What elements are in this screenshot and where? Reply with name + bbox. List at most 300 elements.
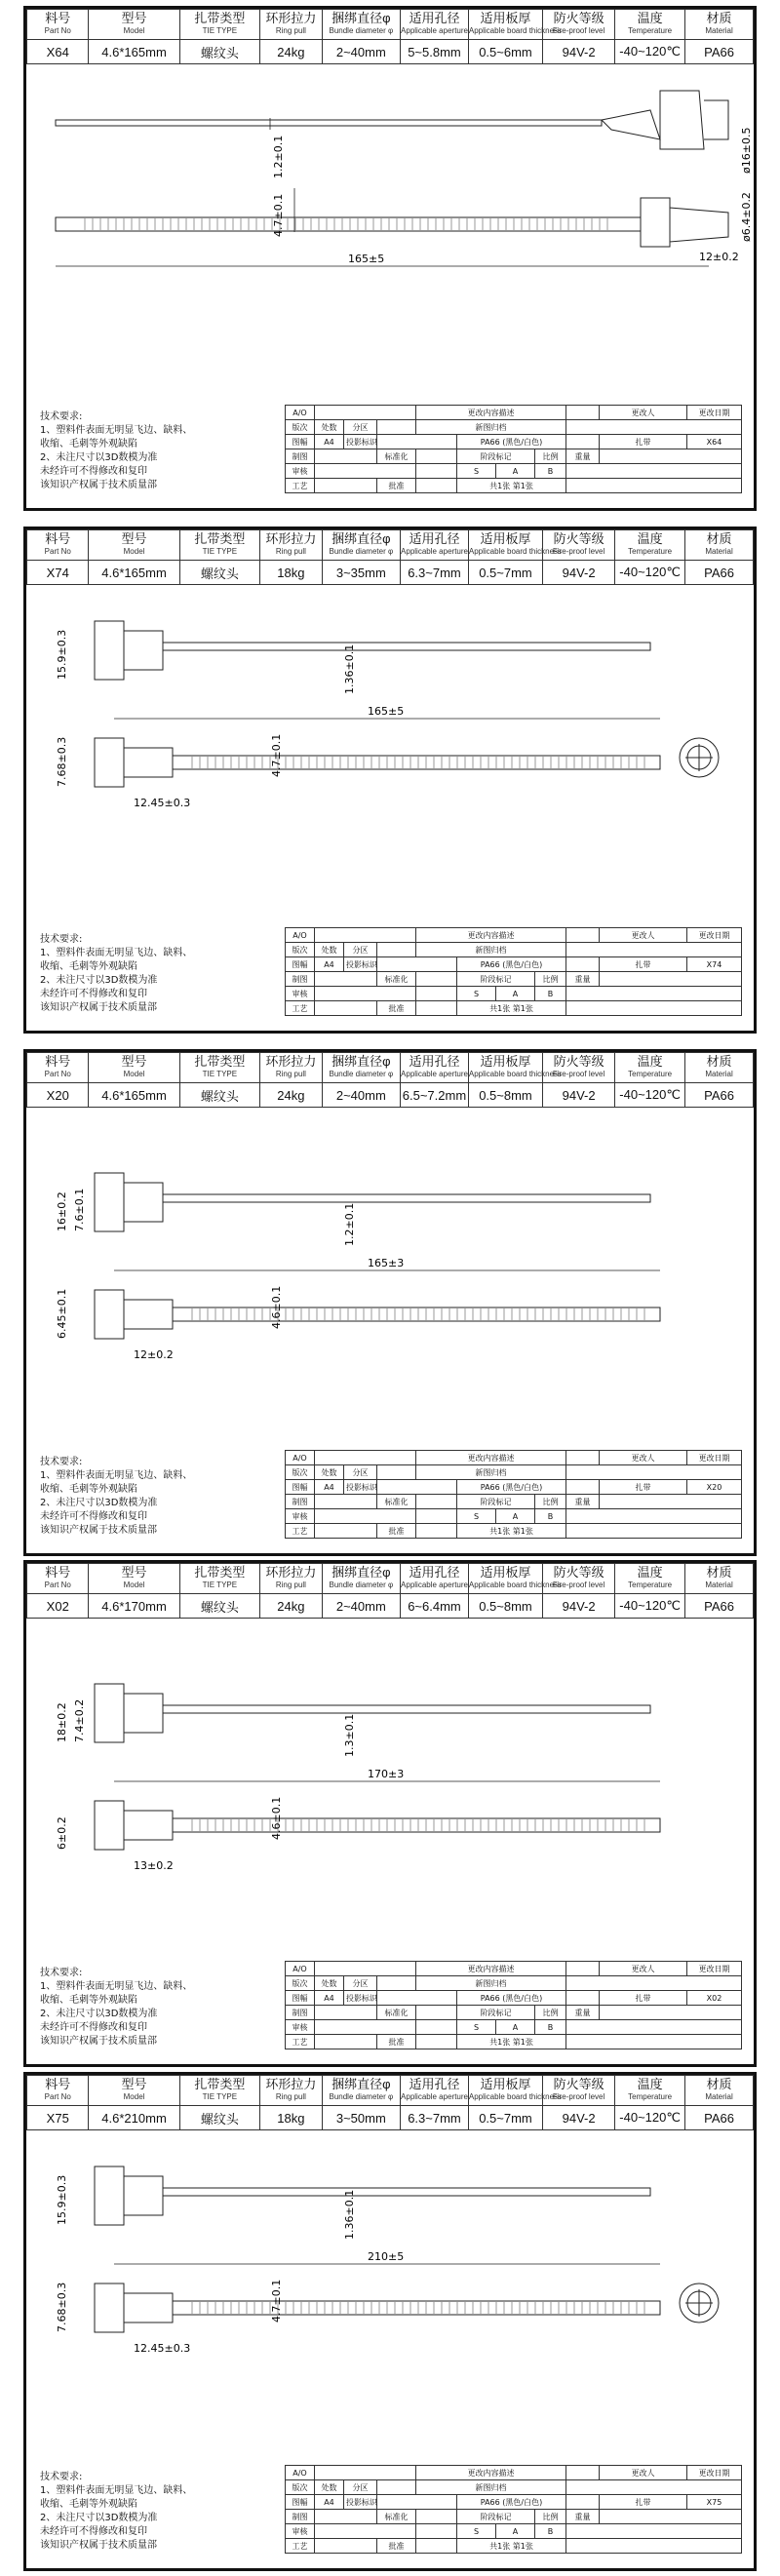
header-cell <box>260 1053 322 1083</box>
title-cell <box>566 420 742 435</box>
header-cn: 型号 <box>121 531 147 546</box>
header-en: Model <box>123 1070 145 1078</box>
note-line: 1、塑料件表面无明显飞边、缺料、 <box>40 1470 193 1481</box>
header-cn: 型号 <box>121 1054 147 1069</box>
note-line: 未经许可不得修改和复印 <box>40 2526 147 2537</box>
note-line: 未经许可不得修改和复印 <box>40 2022 147 2033</box>
dimension-label: 18±0.2 <box>56 1702 68 1742</box>
dimension-label: 4.7±0.1 <box>272 193 285 237</box>
header-cn: 材质 <box>706 11 732 25</box>
header-cn: 料号 <box>45 2077 71 2091</box>
value-part-no: X02 <box>27 1594 89 1619</box>
value-thickness: 0.5~8mm <box>468 1083 542 1108</box>
title-cell: 新图归档 <box>416 1465 566 1480</box>
header-cell <box>543 10 615 40</box>
value-material: PA66 <box>685 1083 754 1108</box>
header-en: TIE TYPE <box>202 1581 238 1589</box>
title-cell: S <box>457 2020 496 2035</box>
header-cn: 适用孔径 <box>409 1565 460 1580</box>
value-bundle: 3~50mm <box>322 2106 400 2130</box>
title-cell: 标准化 <box>376 449 415 464</box>
header-cn: 扎带类型 <box>194 1054 246 1069</box>
header-cn: 温度 <box>637 1054 663 1069</box>
header-cn: 料号 <box>45 1054 71 1069</box>
part-sheet-x02 <box>23 1560 757 2067</box>
header-cn: 温度 <box>637 531 663 546</box>
header-en: Fire-proof level <box>552 547 605 556</box>
note-line: 收缩、毛刺等外观缺陷 <box>40 439 137 449</box>
header-en: Part No <box>44 26 71 35</box>
title-cell: PA66 (黑色/白色) <box>457 1480 566 1495</box>
header-cn: 材质 <box>706 531 732 546</box>
title-cell <box>416 464 457 479</box>
dimension-label: 7.6±0.1 <box>73 1188 86 1231</box>
title-cell <box>416 1001 457 1016</box>
title-cell <box>314 2539 376 2554</box>
title-cell <box>416 1524 457 1539</box>
note-line: 技术要求: <box>40 411 83 422</box>
dimension-label: 12±0.2 <box>699 251 739 263</box>
title-cell <box>566 406 600 420</box>
title-cell <box>566 2035 742 2049</box>
header-cell <box>260 2076 322 2106</box>
header-cell <box>543 530 615 561</box>
title-cell: 更改内容描述 <box>416 928 566 943</box>
header-en: Applicable aperture <box>401 2092 468 2101</box>
header-cell <box>89 10 179 40</box>
tie-drawing <box>26 71 754 405</box>
title-cell <box>566 957 600 972</box>
title-cell: 版次 <box>285 1976 314 1991</box>
header-cell <box>543 2076 615 2106</box>
title-cell <box>600 1495 742 1509</box>
title-cell <box>376 1465 415 1480</box>
title-cell: A/O <box>285 1451 314 1465</box>
value-temp: -40~120℃ <box>615 561 685 585</box>
title-cell: 扎带 <box>600 2495 687 2510</box>
header-en: Applicable aperture <box>401 1581 468 1589</box>
title-cell <box>416 1495 457 1509</box>
header-cell <box>615 2076 685 2106</box>
note-line: 技术要求: <box>40 2472 83 2482</box>
title-cell: 分区 <box>343 1465 376 1480</box>
header-cn: 扎带类型 <box>194 2077 246 2091</box>
header-cn: 材质 <box>706 1565 732 1580</box>
header-cn: 捆绑直径φ <box>332 531 391 546</box>
dimension-label: 1.2±0.1 <box>343 1202 356 1246</box>
title-cell: PA66 (黑色/白色) <box>457 957 566 972</box>
title-cell: A <box>496 2020 535 2035</box>
header-cell <box>685 2076 754 2106</box>
header-cn: 适用板厚 <box>480 1054 531 1069</box>
value-temp: -40~120℃ <box>615 1083 685 1108</box>
technical-notes <box>40 1967 192 2049</box>
title-cell: 比例 <box>535 2006 566 2020</box>
header-en: Fire-proof level <box>552 1070 605 1078</box>
header-cn: 适用板厚 <box>480 1565 531 1580</box>
note-line: 1、塑料件表面无明显飞边、缺料、 <box>40 1981 193 1992</box>
header-en: Model <box>123 1581 145 1589</box>
header-cell <box>27 1564 89 1594</box>
value-part-no: X74 <box>27 561 89 585</box>
value-material: PA66 <box>685 2106 754 2130</box>
header-cell <box>615 10 685 40</box>
value-fire: 94V-2 <box>543 1594 615 1619</box>
header-en: Model <box>123 547 145 556</box>
title-cell <box>376 2480 415 2495</box>
title-cell: 制图 <box>285 1495 314 1509</box>
title-cell: 标准化 <box>376 1495 415 1509</box>
title-cell <box>314 1509 415 1524</box>
header-cn: 环形拉力 <box>265 11 317 25</box>
header-en: Applicable aperture <box>401 1070 468 1078</box>
header-cell <box>615 1053 685 1083</box>
title-cell: 共1张 第1张 <box>457 1001 566 1016</box>
value-model: 4.6*165mm <box>89 40 179 64</box>
title-cell: 更改日期 <box>687 2466 742 2480</box>
value-model: 4.6*170mm <box>89 1594 179 1619</box>
header-cn: 防火等级 <box>553 1054 604 1069</box>
title-cell: 分区 <box>343 420 376 435</box>
title-cell <box>376 957 456 972</box>
header-en: Material <box>705 2092 733 2101</box>
note-line: 2、未注尺寸以3D数模为准 <box>40 452 158 463</box>
header-en: TIE TYPE <box>202 1070 238 1078</box>
title-cell <box>566 1480 600 1495</box>
value-model: 4.6*165mm <box>89 1083 179 1108</box>
header-cn: 料号 <box>45 11 71 25</box>
header-en: TIE TYPE <box>202 547 238 556</box>
header-cn: 扎带类型 <box>194 11 246 25</box>
note-line: 收缩、毛刺等外观缺陷 <box>40 2499 137 2510</box>
header-cn: 环形拉力 <box>265 2077 317 2091</box>
value-bundle: 2~40mm <box>322 40 400 64</box>
value-ring-pull: 18kg <box>260 2106 322 2130</box>
value-ring-pull: 24kg <box>260 1083 322 1108</box>
value-temp: -40~120℃ <box>615 40 685 64</box>
title-cell <box>314 449 376 464</box>
header-cn: 适用板厚 <box>480 11 531 25</box>
title-cell <box>376 1991 456 2006</box>
title-cell: 图幅 <box>285 1480 314 1495</box>
header-en: Fire-proof level <box>552 26 605 35</box>
title-cell: 标准化 <box>376 2510 415 2524</box>
header-cn: 适用孔径 <box>409 1054 460 1069</box>
value-ring-pull: 24kg <box>260 40 322 64</box>
title-cell <box>416 987 457 1001</box>
header-cn: 适用板厚 <box>480 2077 531 2091</box>
title-cell: 投影标识 <box>343 1991 376 2006</box>
title-cell <box>314 972 376 987</box>
note-line: 收缩、毛刺等外观缺陷 <box>40 1995 137 2006</box>
header-en: Temperature <box>628 26 673 35</box>
header-en: Applicable board thickness <box>468 26 563 35</box>
title-cell: 更改内容描述 <box>416 406 566 420</box>
header-cn: 型号 <box>121 1565 147 1580</box>
title-cell: 审核 <box>285 1509 314 1524</box>
title-cell: 图幅 <box>285 957 314 972</box>
value-fire: 94V-2 <box>543 1083 615 1108</box>
title-cell: 更改日期 <box>687 928 742 943</box>
note-line: 1、塑料件表面无明显飞边、缺料、 <box>40 2485 193 2496</box>
title-cell <box>314 1451 415 1465</box>
header-cell <box>615 1564 685 1594</box>
title-cell: 分区 <box>343 2480 376 2495</box>
header-en: Applicable board thickness <box>468 1581 563 1589</box>
header-cn: 捆绑直径φ <box>332 11 391 25</box>
header-cell <box>401 1053 469 1083</box>
value-temp: -40~120℃ <box>615 2106 685 2130</box>
header-en: Ring pull <box>275 547 306 556</box>
value-fire: 94V-2 <box>543 40 615 64</box>
dimension-label: 1.2±0.1 <box>272 135 285 178</box>
value-aperture: 6.3~7mm <box>401 2106 469 2130</box>
title-cell <box>566 1962 600 1976</box>
header-en: Temperature <box>628 2092 673 2101</box>
title-cell <box>314 2524 415 2539</box>
value-bundle: 2~40mm <box>322 1083 400 1108</box>
value-part-no: X75 <box>27 2106 89 2130</box>
header-cell <box>89 530 179 561</box>
title-cell: 审核 <box>285 2020 314 2035</box>
header-cell <box>179 10 260 40</box>
value-part-no: X64 <box>27 40 89 64</box>
header-en: Applicable aperture <box>401 547 468 556</box>
title-cell <box>314 987 415 1001</box>
title-cell: 图幅 <box>285 2495 314 2510</box>
title-cell <box>314 479 376 493</box>
title-cell: 重量 <box>566 449 600 464</box>
header-en: Ring pull <box>275 2092 306 2101</box>
spec-table <box>26 1052 754 1108</box>
spec-table <box>26 2075 754 2130</box>
value-aperture: 5~5.8mm <box>401 40 469 64</box>
title-cell <box>416 2510 457 2524</box>
dimension-label: 6±0.2 <box>56 1816 68 1850</box>
title-cell: X75 <box>687 2495 742 2510</box>
title-cell: 更改人 <box>600 1451 687 1465</box>
note-line: 2、未注尺寸以3D数模为准 <box>40 1498 158 1508</box>
value-material: PA66 <box>685 561 754 585</box>
note-line: 技术要求: <box>40 934 83 945</box>
dimension-label: 165±3 <box>368 1257 405 1269</box>
title-cell: 批准 <box>376 1524 415 1539</box>
spec-table <box>26 529 754 585</box>
title-cell: S <box>457 1509 496 1524</box>
header-cell <box>543 1564 615 1594</box>
title-cell: 更改日期 <box>687 1962 742 1976</box>
header-en: Fire-proof level <box>552 1581 605 1589</box>
header-cell <box>322 530 400 561</box>
header-en: Temperature <box>628 547 673 556</box>
title-cell: 投影标识 <box>343 435 376 449</box>
title-cell: 新图归档 <box>416 1976 566 1991</box>
title-cell: 共1张 第1张 <box>457 1524 566 1539</box>
tie-drawing <box>26 1625 754 1961</box>
header-en: Fire-proof level <box>552 2092 605 2101</box>
title-cell: A4 <box>314 1991 343 2006</box>
title-cell: 共1张 第1张 <box>457 2035 566 2049</box>
title-cell <box>416 449 457 464</box>
title-cell: B <box>535 1509 566 1524</box>
title-cell: 投影标识 <box>343 1480 376 1495</box>
title-cell <box>566 1524 742 1539</box>
title-cell <box>600 972 742 987</box>
header-cn: 型号 <box>121 2077 147 2091</box>
header-cn: 防火等级 <box>553 1565 604 1580</box>
title-cell: 处数 <box>314 1976 343 1991</box>
title-cell: 工艺 <box>285 2539 314 2554</box>
title-cell: 工艺 <box>285 1524 314 1539</box>
title-cell: 阶段标记 <box>457 1495 535 1509</box>
header-en: Ring pull <box>275 1070 306 1078</box>
title-cell: 比例 <box>535 449 566 464</box>
title-cell: 版次 <box>285 420 314 435</box>
header-cn: 防火等级 <box>553 531 604 546</box>
title-cell: A4 <box>314 957 343 972</box>
title-cell: 新图归档 <box>416 420 566 435</box>
title-cell <box>416 2020 457 2035</box>
title-cell: 重量 <box>566 2006 600 2020</box>
header-cell <box>89 2076 179 2106</box>
title-block <box>285 927 742 1016</box>
header-cn: 温度 <box>637 11 663 25</box>
dimension-label: 165±5 <box>368 705 405 718</box>
title-cell: 比例 <box>535 972 566 987</box>
dimension-label: 13±0.2 <box>134 1859 174 1872</box>
title-cell: 批准 <box>376 1001 415 1016</box>
note-line: 1、塑料件表面无明显飞边、缺料、 <box>40 948 193 958</box>
title-cell: PA66 (黑色/白色) <box>457 1991 566 2006</box>
title-cell: A4 <box>314 2495 343 2510</box>
title-cell: 新图归档 <box>416 943 566 957</box>
header-cn: 材质 <box>706 2077 732 2091</box>
note-line: 未经许可不得修改和复印 <box>40 989 147 999</box>
value-tie-type: 螺纹头 <box>179 561 260 585</box>
value-thickness: 0.5~8mm <box>468 1594 542 1619</box>
header-cn: 温度 <box>637 1565 663 1580</box>
title-cell <box>314 2006 376 2020</box>
title-cell <box>566 2480 742 2495</box>
spec-table <box>26 1563 754 1619</box>
dimension-label: ø16±0.5 <box>740 127 753 174</box>
title-cell: 扎带 <box>600 435 687 449</box>
header-cn: 防火等级 <box>553 2077 604 2091</box>
title-cell: PA66 (黑色/白色) <box>457 2495 566 2510</box>
title-cell: X20 <box>687 1480 742 1495</box>
header-en: Part No <box>44 2092 71 2101</box>
header-cell <box>179 1053 260 1083</box>
note-line: 1、塑料件表面无明显飞边、缺料、 <box>40 425 193 436</box>
title-cell: A4 <box>314 1480 343 1495</box>
header-en: Bundle diameter φ <box>329 26 394 35</box>
note-line: 未经许可不得修改和复印 <box>40 466 147 477</box>
header-en: Material <box>705 1581 733 1589</box>
title-cell <box>566 1465 742 1480</box>
header-cell <box>543 1053 615 1083</box>
title-cell: 更改人 <box>600 406 687 420</box>
header-cn: 捆绑直径φ <box>332 1565 391 1580</box>
header-cn: 型号 <box>121 11 147 25</box>
value-material: PA66 <box>685 1594 754 1619</box>
title-cell: 标准化 <box>376 972 415 987</box>
header-cn: 捆绑直径φ <box>332 2077 391 2091</box>
value-ring-pull: 18kg <box>260 561 322 585</box>
title-cell: 制图 <box>285 2006 314 2020</box>
header-cn: 温度 <box>637 2077 663 2091</box>
title-cell: 更改日期 <box>687 1451 742 1465</box>
title-cell: 重量 <box>566 2510 600 2524</box>
part-sheet-x64 <box>23 6 757 511</box>
part-sheet-x74 <box>23 527 757 1034</box>
header-en: Material <box>705 26 733 35</box>
title-cell: 处数 <box>314 420 343 435</box>
title-block <box>285 405 742 493</box>
header-en: Temperature <box>628 1581 673 1589</box>
note-line: 该知识产权属于技术质量部 <box>40 2036 157 2047</box>
header-en: Model <box>123 26 145 35</box>
header-en: Ring pull <box>275 26 306 35</box>
title-cell: 处数 <box>314 943 343 957</box>
title-cell: 更改内容描述 <box>416 2466 566 2480</box>
header-cn: 扎带类型 <box>194 531 246 546</box>
title-cell <box>566 1001 742 1016</box>
title-cell <box>566 435 600 449</box>
title-cell <box>600 2510 742 2524</box>
dimension-label: 1.3±0.1 <box>343 1713 356 1757</box>
title-block <box>285 1961 742 2049</box>
title-cell <box>566 943 742 957</box>
header-cn: 环形拉力 <box>265 531 317 546</box>
title-cell <box>314 406 415 420</box>
title-cell <box>376 943 415 957</box>
header-en: TIE TYPE <box>202 26 238 35</box>
part-sheet-x75 <box>23 2072 757 2571</box>
title-cell <box>566 2495 600 2510</box>
header-en: Part No <box>44 1070 71 1078</box>
value-thickness: 0.5~6mm <box>468 40 542 64</box>
title-cell <box>566 928 600 943</box>
title-cell <box>376 2495 456 2510</box>
value-temp: -40~120℃ <box>615 1594 685 1619</box>
title-cell: 比例 <box>535 1495 566 1509</box>
title-cell: 投影标识 <box>343 2495 376 2510</box>
title-cell: 批准 <box>376 2539 415 2554</box>
header-cn: 环形拉力 <box>265 1054 317 1069</box>
header-cell <box>27 10 89 40</box>
header-cell <box>260 10 322 40</box>
title-cell: 阶段标记 <box>457 449 535 464</box>
title-block <box>285 1450 742 1539</box>
header-cell <box>401 1564 469 1594</box>
header-cn: 环形拉力 <box>265 1565 317 1580</box>
title-cell <box>314 1495 376 1509</box>
header-cell <box>27 2076 89 2106</box>
title-cell: A <box>496 2524 535 2539</box>
value-model: 4.6*165mm <box>89 561 179 585</box>
header-cn: 适用孔径 <box>409 531 460 546</box>
header-cell <box>685 530 754 561</box>
value-tie-type: 螺纹头 <box>179 40 260 64</box>
title-cell <box>416 972 457 987</box>
header-cell <box>468 1053 563 1083</box>
value-fire: 94V-2 <box>543 561 615 585</box>
title-cell: S <box>457 464 496 479</box>
header-cell <box>260 1564 322 1594</box>
title-cell: 版次 <box>285 943 314 957</box>
title-cell <box>314 2020 415 2035</box>
header-cell <box>179 2076 260 2106</box>
